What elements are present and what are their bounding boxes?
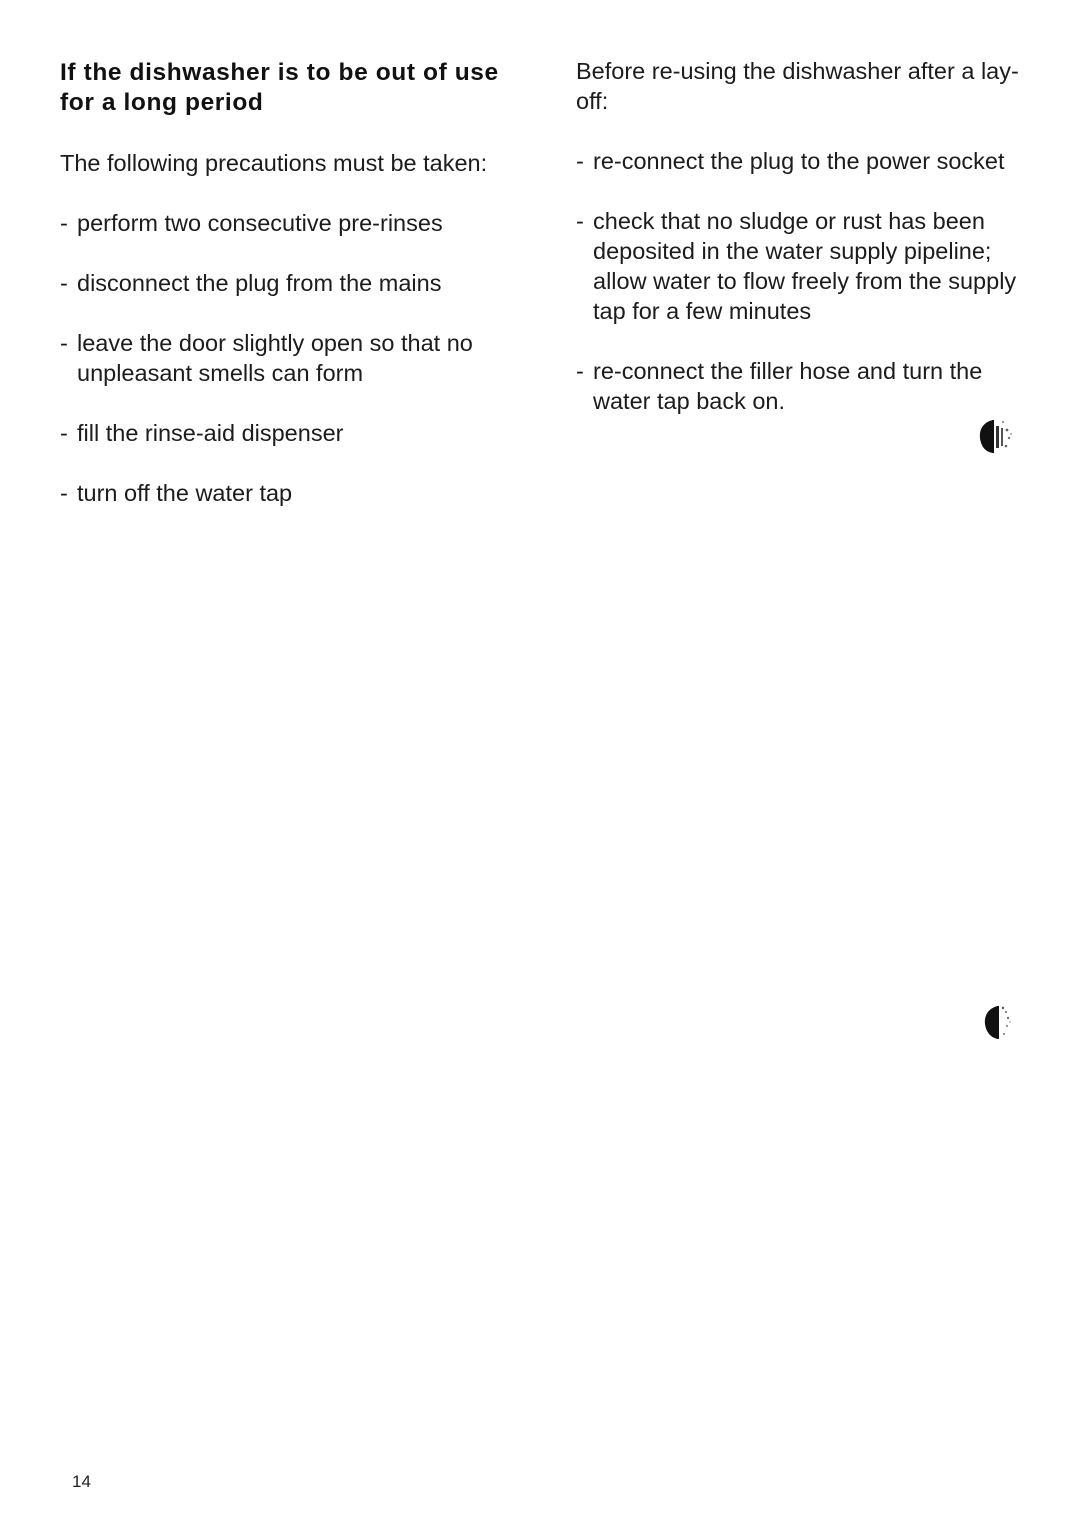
list-item: - leave the door slightly open so that no unpleasant smells can form: [60, 328, 520, 388]
reuse-intro: Before re-using the dishwasher after a lay-off:: [576, 58, 1019, 114]
page-number: 14: [72, 1472, 91, 1491]
list-item: - perform two consecutive pre-rinses: [60, 208, 520, 238]
section-heading: If the dishwasher is to be out of use for a long period: [60, 59, 499, 116]
list-item: - turn off the water tap: [60, 478, 520, 508]
precautions-intro: The following precautions must be taken:: [60, 150, 488, 176]
list-item: - re-connect the filler hose and turn the water tap back on.: [576, 356, 1036, 416]
half-moon-icon: [978, 996, 1026, 1044]
list-item: - disconnect the plug from the mains: [60, 268, 520, 298]
reuse-list: [576, 146, 1036, 416]
precautions-list: [60, 208, 520, 508]
list-item: - fill the rinse-aid dispenser: [60, 418, 520, 448]
half-moon-icon: [975, 416, 1019, 456]
right-column: [576, 52, 1036, 446]
list-item: - re-connect the plug to the power socket: [576, 146, 1036, 176]
left-column: [60, 52, 520, 538]
list-item: - check that no sludge or rust has been deposited in the water supply pipeline; allow water to flow freely from the supply tap for a few minutes: [576, 206, 1036, 326]
